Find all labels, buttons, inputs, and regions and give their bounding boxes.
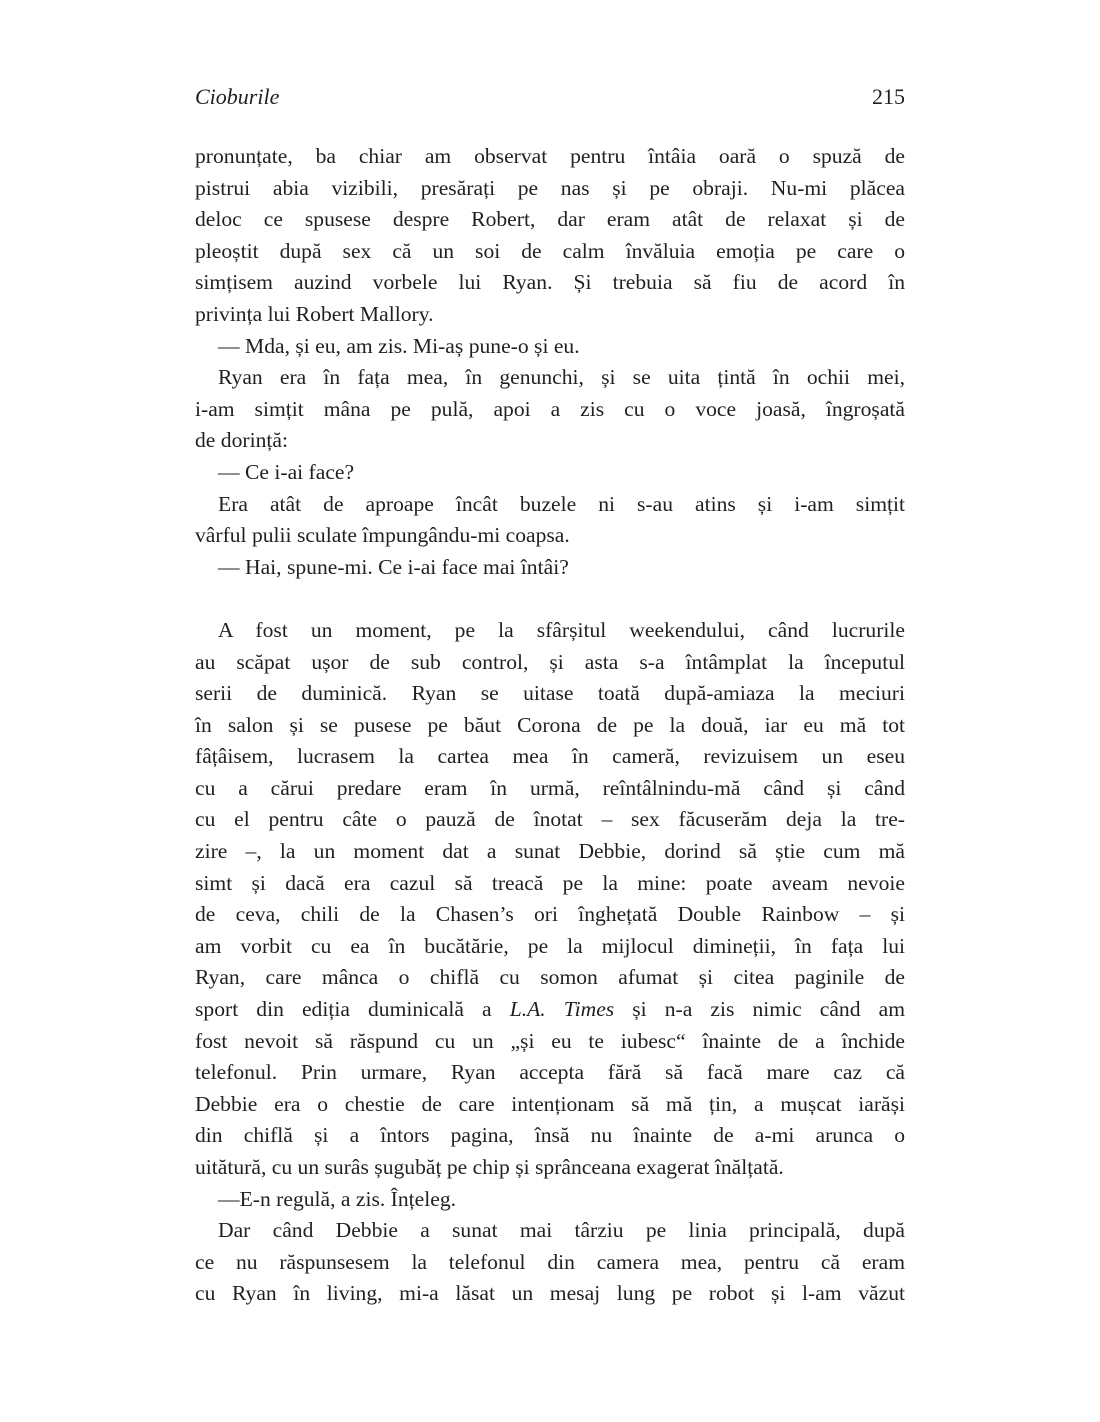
text-line: vârful pulii sculate împungându-mi coapsa. — [195, 523, 570, 548]
text-line: Era atât de aproape încât buzele ni s-au atins și i-am simțit — [218, 491, 905, 516]
text-line: Ryan era în fața mea, în genunchi, și se uita țintă în ochii mei, — [218, 365, 905, 390]
text-line: cu a cărui predare eram în urmă, reîntâlnindu-mă când și când — [195, 775, 905, 800]
running-title: Cioburile — [195, 84, 280, 109]
text-line: telefonul. Prin urmare, Ryan accepta fără să facă mare caz că — [195, 1060, 905, 1085]
text-line: Dar când Debbie a sunat mai târziu pe linia principală, după — [218, 1218, 905, 1243]
text-line: A fost un moment, pe la sfârșitul weekendului, când lucrurile — [218, 617, 905, 642]
text-line: deloc ce spusese despre Robert, dar eram atât de relaxat și de — [195, 207, 905, 232]
text-line — [195, 994, 905, 1026]
running-header — [195, 84, 905, 114]
text-line: Ryan, care mânca o chiflă cu somon afumat și citea paginile de — [195, 965, 905, 990]
text-line: au scăpat ușor de sub control, și asta s-a întâmplat la începutul — [195, 649, 905, 674]
text-line: pistrui abia vizibili, presărați pe nas și pe obraji. Nu-mi plăcea — [195, 175, 905, 200]
text-line: pronunțate, ba chiar am observat pentru întâia oară o spuză de — [195, 144, 905, 168]
text-line: uitătură, cu un surâs șugubăț pe chip și sprânceana exagerat înălțată. — [195, 1155, 784, 1179]
text-line: Debbie era o chestie de care intenționam să mă țin, a mușcat iarăși — [195, 1091, 905, 1116]
text-line: de ceva, chili de la Chasen’s ori înghețată Double Rainbow – și — [195, 902, 905, 927]
body-text — [195, 141, 905, 1310]
text-line: —E-n regulă, a zis. Înțeleg. — [218, 1186, 457, 1211]
text-line: — Hai, spune-mi. Ce i-ai face mai întâi? — [218, 554, 569, 579]
text-segment: sport din ediția duminicală a — [195, 997, 510, 1022]
text-line: de dorință: — [195, 428, 288, 453]
text-line: fost nevoit să răspund cu un „și eu te iubesc“ înainte de a închide — [195, 1028, 905, 1053]
text-line: fâțâisem, lucrasem la cartea mea în cameră, revizuisem un eseu — [195, 744, 905, 769]
text-line: privința lui Robert Mallory. — [195, 301, 434, 326]
page-number: 215 — [872, 84, 905, 109]
text-line: serii de duminică. Ryan se uitase toată după-amiaza la meciuri — [195, 681, 905, 706]
italic-title: L.A. Times — [509, 997, 615, 1022]
text-line: în salon și se pusese pe băut Corona de pe la două, iar eu mă tot — [195, 712, 905, 737]
text-line: i-am simțit mâna pe pulă, apoi a zis cu o voce joasă, îngroșată — [195, 396, 905, 421]
text-line: am vorbit cu ea în bucătărie, pe la mijlocul dimineții, în fața lui — [195, 933, 905, 958]
text-line: cu Ryan în living, mi-a lăsat un mesaj lung pe robot și l-am văzut — [195, 1281, 905, 1306]
text-line: din chiflă și a întors pagina, însă nu înainte de a-mi arunca o — [195, 1123, 905, 1148]
text-segment: și n-a zis nimic când am — [614, 997, 905, 1022]
section-break — [195, 583, 905, 615]
text-line: — Mda, și eu, am zis. Mi-aș pune-o și eu. — [218, 333, 580, 358]
text-line: simțisem auzind vorbele lui Ryan. Și trebuia să fiu de acord în — [195, 270, 905, 295]
text-line: ce nu răspunsesem la telefonul din camera mea, pentru că eram — [195, 1249, 905, 1274]
text-line: simt și dacă era cazul să treacă pe la mine: poate aveam nevoie — [195, 870, 905, 895]
text-line: cu el pentru câte o pauză de înotat – sex făcuserăm deja la tre- — [195, 807, 905, 832]
text-line: zire –, la un moment dat a sunat Debbie, dorind să știe cum mă — [195, 839, 905, 864]
text-line: — Ce i-ai face? — [218, 459, 355, 484]
text-line: pleoștit după sex că un soi de calm învăluia emoția pe care o — [195, 238, 905, 263]
